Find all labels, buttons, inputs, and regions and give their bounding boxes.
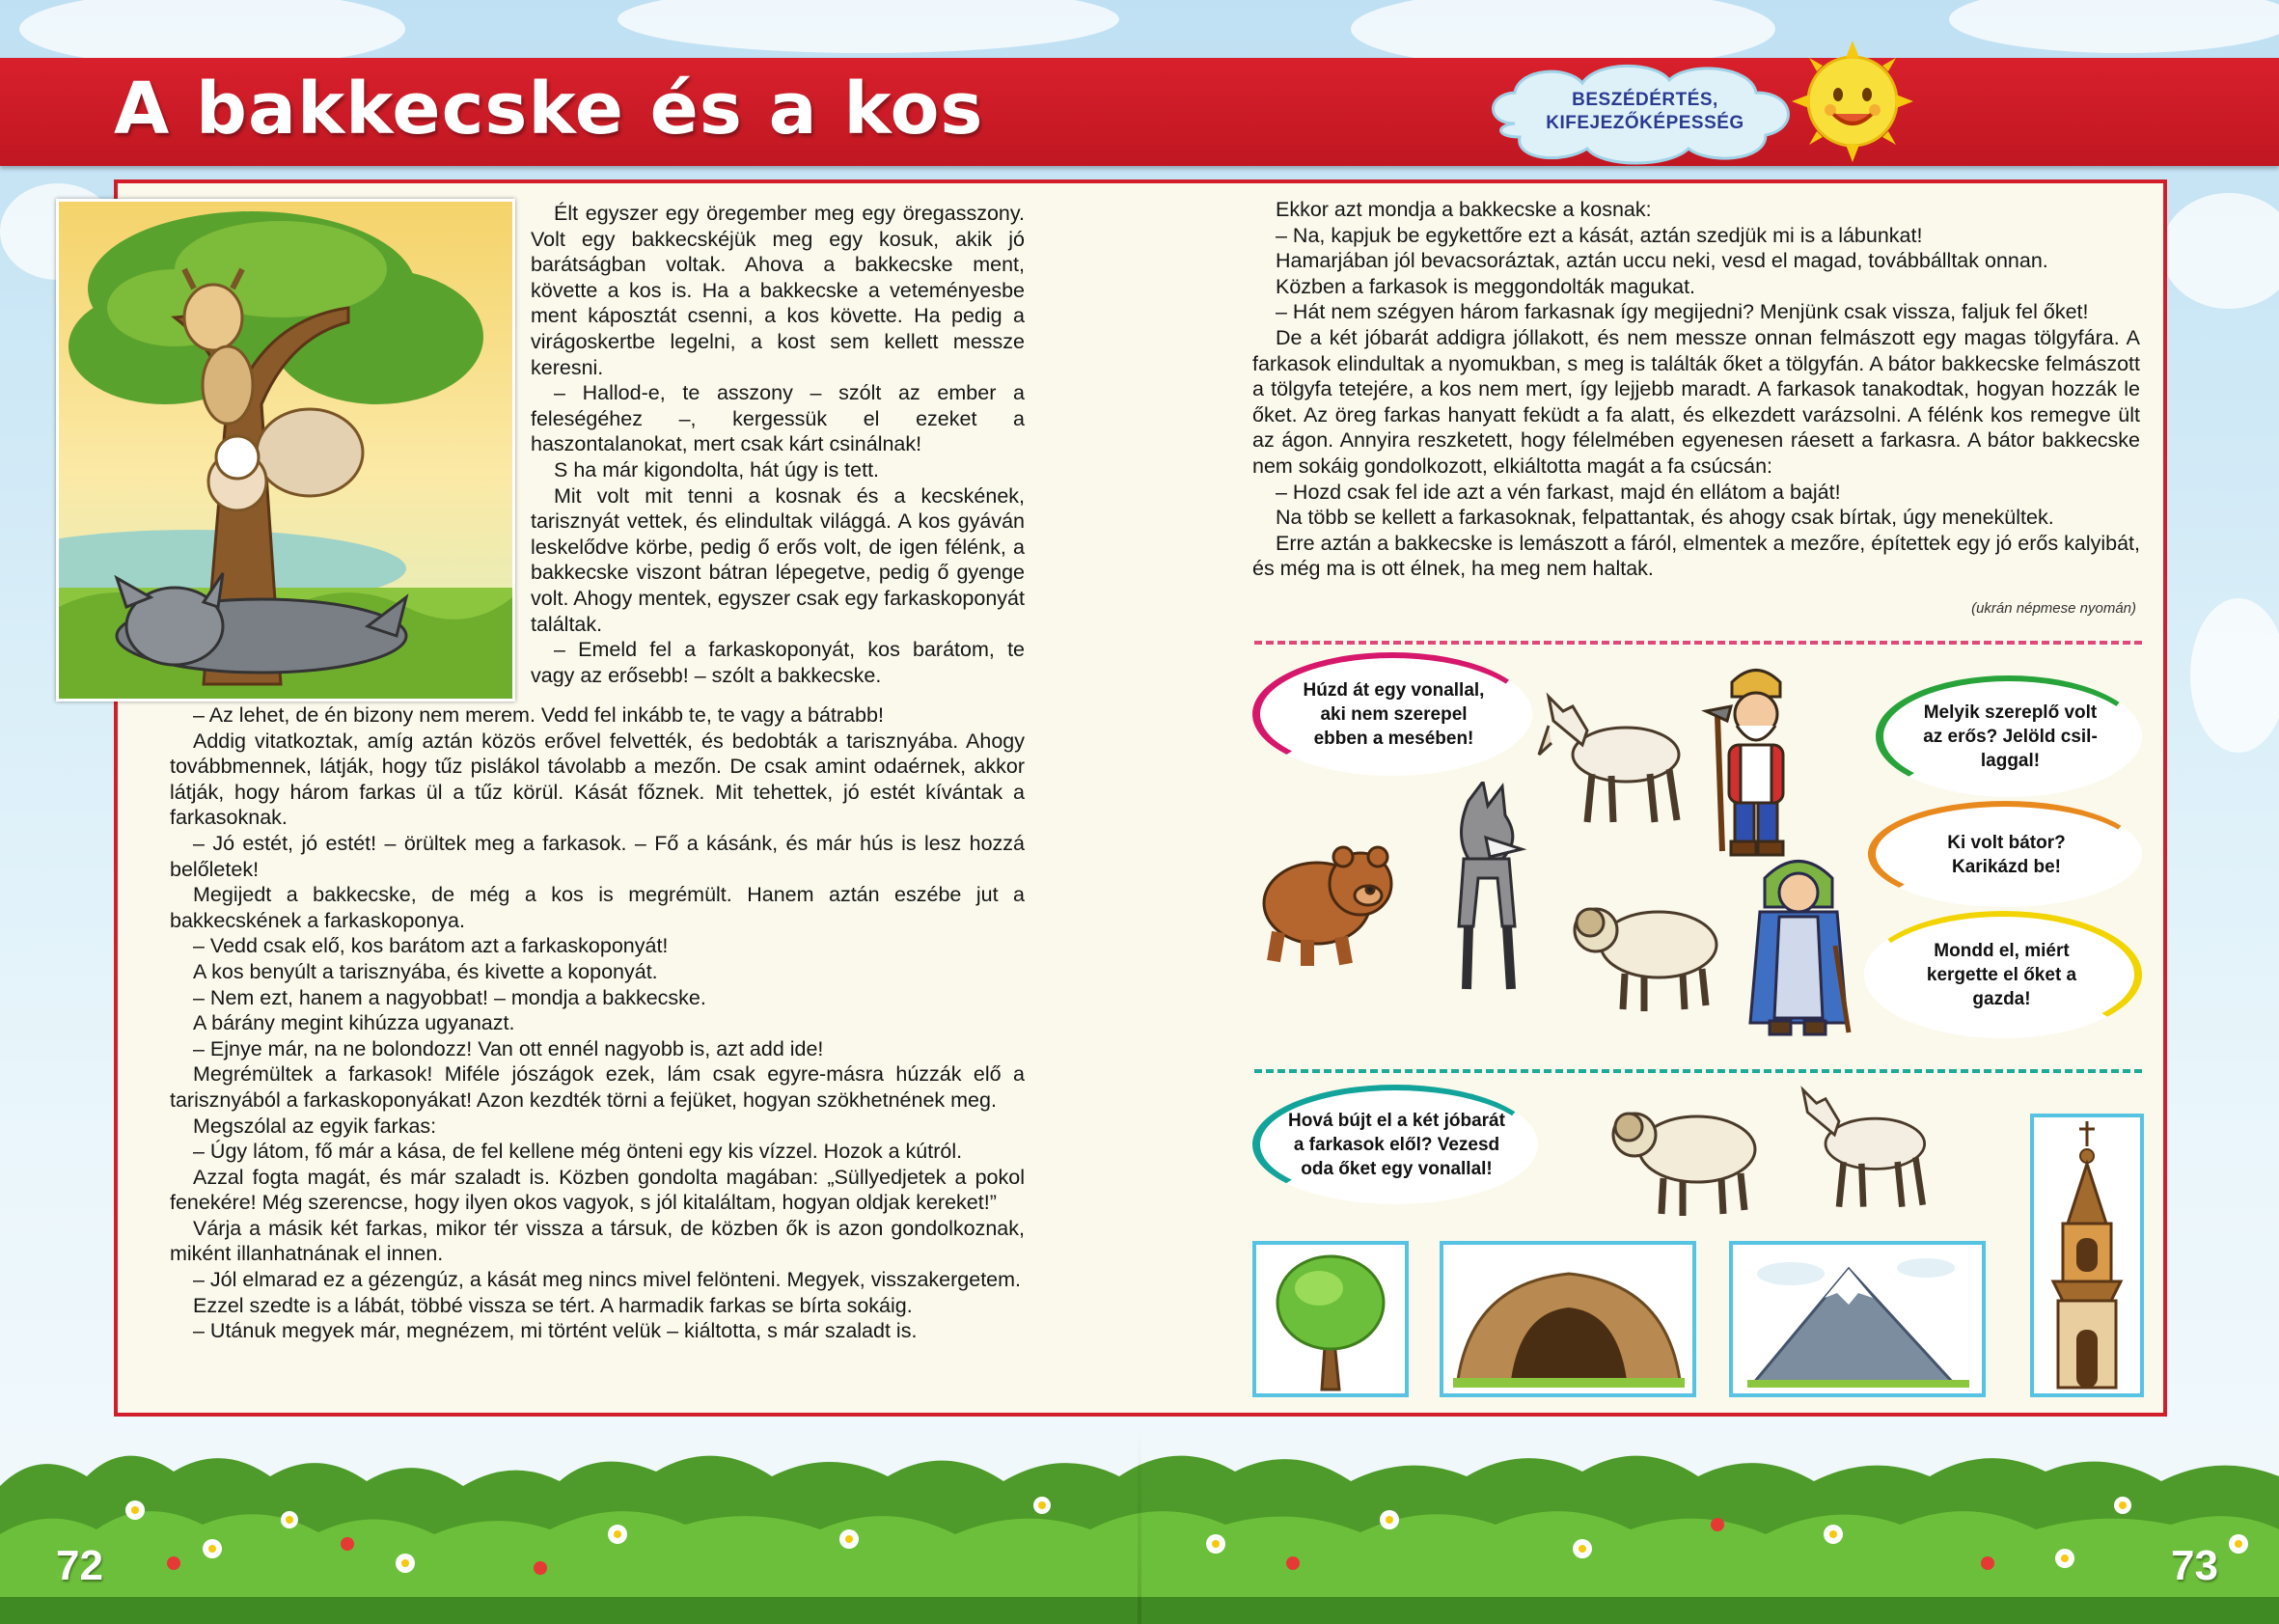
story-paragraph: Ezzel szedte is a lábát, többé vissza se tért. A harmadik farkas se bírta sokáig.: [193, 1293, 913, 1317]
story-paragraph: S ha már kigondolta, hát úgy is tett.: [554, 457, 880, 482]
task-strike-bubble: [1252, 652, 1532, 776]
source-credit: (ukrán népmese nyomán): [1971, 600, 2136, 617]
task-line: Húzd át egy vonallal,: [1303, 680, 1485, 701]
story-paragraph: – Jól elmarad ez a gézengúz, a kását meg nincs mivel felönteni. Megyek, visszakergetem.: [193, 1268, 1022, 1292]
story-paragraph: – Hát nem szégyen három farkasnak így megijedni? Menjünk csak vissza, faljuk fel őket!: [1276, 300, 2089, 324]
story-paragraph: Na több se kellett a farkasoknak, felpattantak, és ahogy csak bírtak, úgy menekültek.: [1276, 506, 2054, 530]
task-line: a farkasok elől? Vezesd: [1293, 1135, 1500, 1155]
task-line: kergette el őket a: [1926, 965, 2077, 985]
cave-icon: [1443, 1245, 1692, 1393]
task-strong-bubble: [1876, 675, 2142, 797]
sun-icon: [1790, 39, 1915, 164]
story-paragraph: – Emeld fel a farkaskoponyát, kos barátom, te vagy az erősebb! – szólt a bakkecske.: [531, 638, 1025, 687]
story-paragraph: – Utánuk megyek már, megnézem, mi történt velük – kiáltotta, s már szaladt is.: [193, 1319, 918, 1343]
task-line: oda őket egy vonallal!: [1301, 1159, 1493, 1179]
badge-text: [1505, 89, 1785, 135]
mountain-location-frame: [1729, 1241, 1986, 1397]
ram-icon: [1606, 1096, 1760, 1222]
story-paragraph: – Úgy látom, fő már a kása, de fel kellene még önteni egy kis vízzel. Hozok a kútról.: [193, 1140, 963, 1164]
task-line: Hová bújt el a két jóbarát: [1288, 1111, 1505, 1131]
old-woman-icon: [1741, 849, 1856, 1042]
ram-icon: [1567, 892, 1721, 1017]
task-hide-bubble: [1252, 1085, 1538, 1204]
story-paragraph: Erre aztán a bakkecske is lemászott a fáról, elmentek a mezőre, építettek egy jó erős kalyibát, és még ma is ott élnek, ha meg nem haltak.: [1252, 531, 2140, 581]
goat-icon: [1534, 687, 1698, 832]
story-paragraph: – Jó estét, jó estét! – örültek meg a farkasok. – Fő a kásánk, és már hús is lesz hozzá belőletek!: [170, 831, 1025, 881]
teal-dashed-divider: [1254, 1069, 2142, 1073]
story-paragraph: Megszólal az egyik farkas:: [193, 1114, 437, 1138]
story-paragraph: De a két jóbarát addigra jóllakott, és nem messze onnan felmászott egy magas tölgyfára. A farkasok elindultak a nyomukban, s meg is találták őket a tölgyfán. A bátor bakkecske felmászott a tölgyfa tetejére, a kos nem mert, így lejjebb maradt. A farkasok tanakodtak, hogyan hozzák le őket. Az öreg farkas hanyatt feküdt a fa alatt, és elkezdett varázsolni. A félénk kos remegve ült az ágon. Annyira reszketett, hogy félelmében egyenesen ráesett a farkasra. A bátor bakkecske nem sokáig gondolkozott, elkiáltotta magát a fa csúcsán:: [1252, 325, 2140, 478]
story-paragraph: Azzal fogta magát, és már szaladt is. Közben gondolta magában: „Süllyedjetek a pokol fenekére! Még szerencse, hogy ilyen okos vagyok, s jól kitaláltam, hogyan oldjak kereket!”: [170, 1165, 1025, 1215]
task-line: Melyik szereplő volt: [1923, 702, 2098, 723]
page-number-right: 73: [2171, 1542, 2218, 1589]
story-paragraph: Ekkor azt mondja a bakkecske a kosnak:: [1276, 198, 1652, 221]
tree-scene-icon: [59, 202, 512, 699]
task-line: gazda!: [1972, 989, 2031, 1009]
story-paragraph: – Hallod-e, te asszony – szólt az ember a feleségéhez –, kergessük el ezeket a haszontalanokat, mert csak kárt csinálnak!: [531, 381, 1025, 456]
church-location-frame: [2030, 1114, 2144, 1397]
story-paragraph: Élt egyszer egy öregember meg egy öregasszony. Volt egy bakkecskéjük meg egy kosuk, akik jó barátságban voltak. Ahova a bakkecske ment, követte a kos is. Ha a bakkecske a veteményesbe ment káposztát csenni, a kos követte. Ha pedig a virágoskertbe legelni, a kost sem kellett messze keresni.: [531, 202, 1025, 379]
old-man-icon: [1698, 658, 1814, 861]
mountain-icon: [1733, 1245, 1982, 1393]
story-paragraph: A bárány megint kihúzza ugyanazt.: [193, 1011, 515, 1035]
story-paragraph: – Az lehet, de én bizony nem merem. Vedd fel inkább te, te vagy a bátrabb!: [193, 703, 884, 727]
cave-location-frame: [1440, 1241, 1696, 1397]
page-title: A bakkecske és a kos: [114, 68, 984, 151]
task-line: az erős? Jelöld csil-: [1923, 727, 2098, 747]
story-paragraph: Közben a farkasok is meggondolták magukat.: [1276, 274, 1696, 298]
story-paragraph: – Vedd csak elő, kos barátom azt a farkaskoponyát!: [193, 934, 669, 958]
badge-line1: BESZÉDÉRTÉS,: [1572, 90, 1718, 110]
page-number-left: 72: [56, 1542, 103, 1589]
church-tower-icon: [2034, 1117, 2140, 1393]
story-paragraph: Hamarjában jól bevacsoráztak, aztán uccu neki, vesd el magad, továbbálltak onnan.: [1276, 249, 2048, 273]
task-line: Ki volt bátor?: [1947, 832, 2066, 853]
story-paragraph: Mit volt mit tenni a kosnak és a kecskének, tarisznyát vettek, és elindultak világgá. A kos gyáván leskelődve körbe, pedig ő erős volt, de igen félénk, a bakkecske viszont bátran lépegetve, pedig ő gyenge volt. Ahogy mentek, egyszer csak egy farkaskoponyát találtak.: [531, 483, 1025, 636]
story-paragraph: – Na, kapjuk be egykettőre ezt a kását, aztán szedjük mi is a lábunkat!: [1276, 223, 1923, 247]
tree-icon: [1256, 1245, 1405, 1393]
story-column-3: [1252, 197, 2140, 582]
page-spine: [1138, 1428, 1141, 1624]
bear-icon: [1254, 826, 1399, 971]
story-paragraph: Megrémültek a farkasok! Miféle jószágok ezek, lám csak egyre-másra húzzák elő a tarisznyából a farkaskoponyákat! Azon kezdték törni a fejüket, hogyan szökhetnének meg.: [170, 1062, 1025, 1112]
story-paragraph: – Ejnye már, na ne bolondozz! Van ott ennél nagyobb is, azt add ide!: [193, 1036, 824, 1060]
task-line: Mondd el, miért: [1934, 941, 2070, 961]
story-paragraph: A kos benyúlt a tarisznyába, és kivette a koponyát.: [193, 959, 658, 983]
story-paragraph: – Nem ezt, hanem a nagyobbat! – mondja a bakkecske.: [193, 985, 706, 1009]
story-paragraph: – Hozd csak fel ide azt a vén farkast, majd én ellátom a baját!: [1276, 480, 1841, 504]
task-brave-bubble: [1868, 801, 2142, 907]
story-paragraph: Megijedt a bakkecske, de még a kos is megrémült. Hanem aztán eszébe jut a bakkecskének a farkaskoponya.: [170, 883, 1025, 932]
task-line: ebben a mesében!: [1313, 729, 1474, 749]
goat-icon: [1789, 1081, 1943, 1216]
story-paragraph: Várja a másik két farkas, mikor tér vissza a társuk, de közben ők is azon gondolkoznak, miként illanhatnának el innen.: [170, 1216, 1025, 1266]
task-line: laggal!: [1980, 751, 2041, 771]
task-line: Karikázd be!: [1952, 856, 2061, 877]
task-why-bubble: [1864, 911, 2142, 1038]
story-column-2: [170, 702, 1025, 1344]
story-column-1: [531, 201, 1025, 688]
story-paragraph: Addig vitatkoztak, amíg aztán közös erővel felvették, és bedobták a tarisznyába. Ahogy továbbmennek, látják, hogy tűz pislákol távolabb a mezőn. De csak amint odaérnek, akkor látják, hogy három farkas ül a tűz körül. Kását főznek. Mit tehettek, jó estét kívántak a farkasoknak.: [170, 729, 1025, 830]
story-illustration: [56, 199, 515, 702]
wolf-icon: [1430, 782, 1546, 1004]
badge-line2: KIFEJEZŐKÉPESSÉG: [1546, 113, 1744, 133]
tree-location-frame: [1252, 1241, 1409, 1397]
pink-dashed-divider: [1254, 641, 2142, 645]
task-line: aki nem szerepel: [1320, 704, 1468, 725]
